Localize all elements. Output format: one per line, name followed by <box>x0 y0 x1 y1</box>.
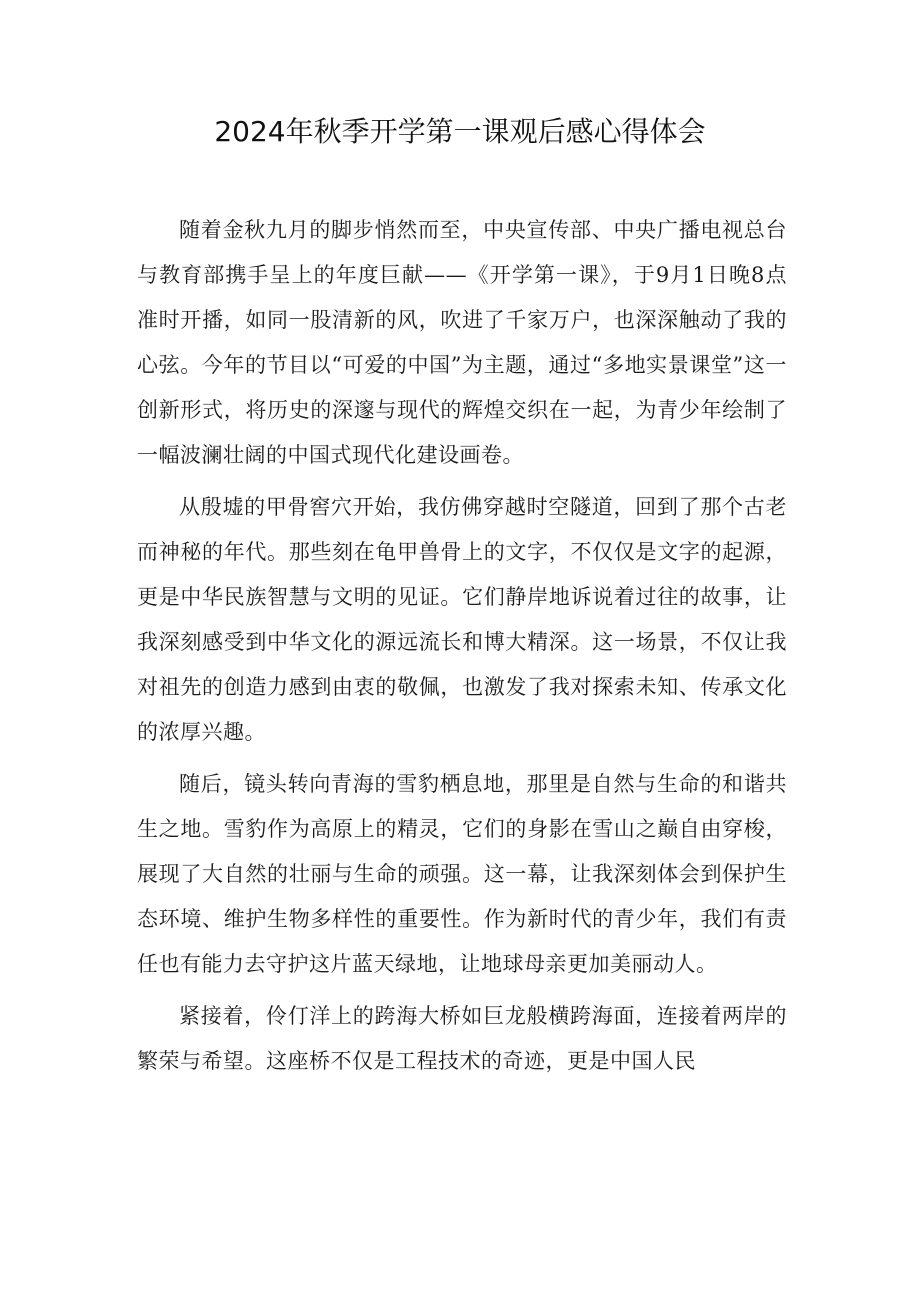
document-body <box>137 208 787 1091</box>
paragraph: 从殷墟的甲骨窖穴开始，我仿佛穿越时空隧道，回到了那个古老而神秘的年代。那些刻在龟甲兽骨上的文字，不仅仅是文字的起源，更是中华民族智慧与文明的见证。它们静岸地诉说着过往的故事，让我深刻感受到中华文化的源远流长和博大精深。这一场景，不仅让我对祖先的创造力感到由衷的敬佩，也激发了我对探索未知、传承文化的浓厚兴趣。 <box>137 495 787 744</box>
paragraph: 紧接着，伶仃洋上的跨海大桥如巨龙般横跨海面，连接着两岸的繁荣与希望。这座桥不仅是工程技术的奇迹，更是中国人民 <box>137 1004 787 1073</box>
paragraph: 随着金秋九月的脚步悄然而至，中央宣传部、中央广播电视总台与教育部携手呈上的年度巨献——《开学第一课》，于9月1日晚8点准时开播，如同一股清新的风，吹进了千家万户，也深深触动了我的心弦。今年的节目以“可爱的中国”为主题，通过“多地实景课堂”这一创新形式，将历史的深邃与现代的辉煌交织在一起，为青少年绘制了一幅波澜壮阔的中国式现代化建设画卷。 <box>137 218 787 467</box>
paragraph: 随后，镜头转向青海的雪豹栖息地，那里是自然与生命的和谐共生之地。雪豹作为高原上的精灵，它们的身影在雪山之巅自由穿梭，展现了大自然的壮丽与生命的顽强。这一幕，让我深刻体会到保护生态环境、维护生物多样性的重要性。作为新时代的青少年，我们有责任也有能力去守护这片蓝天绿地，让地球母亲更加美丽动人。 <box>137 772 787 976</box>
document-title: 2024年秋季开学第一课观后感心得体会 <box>214 115 706 148</box>
